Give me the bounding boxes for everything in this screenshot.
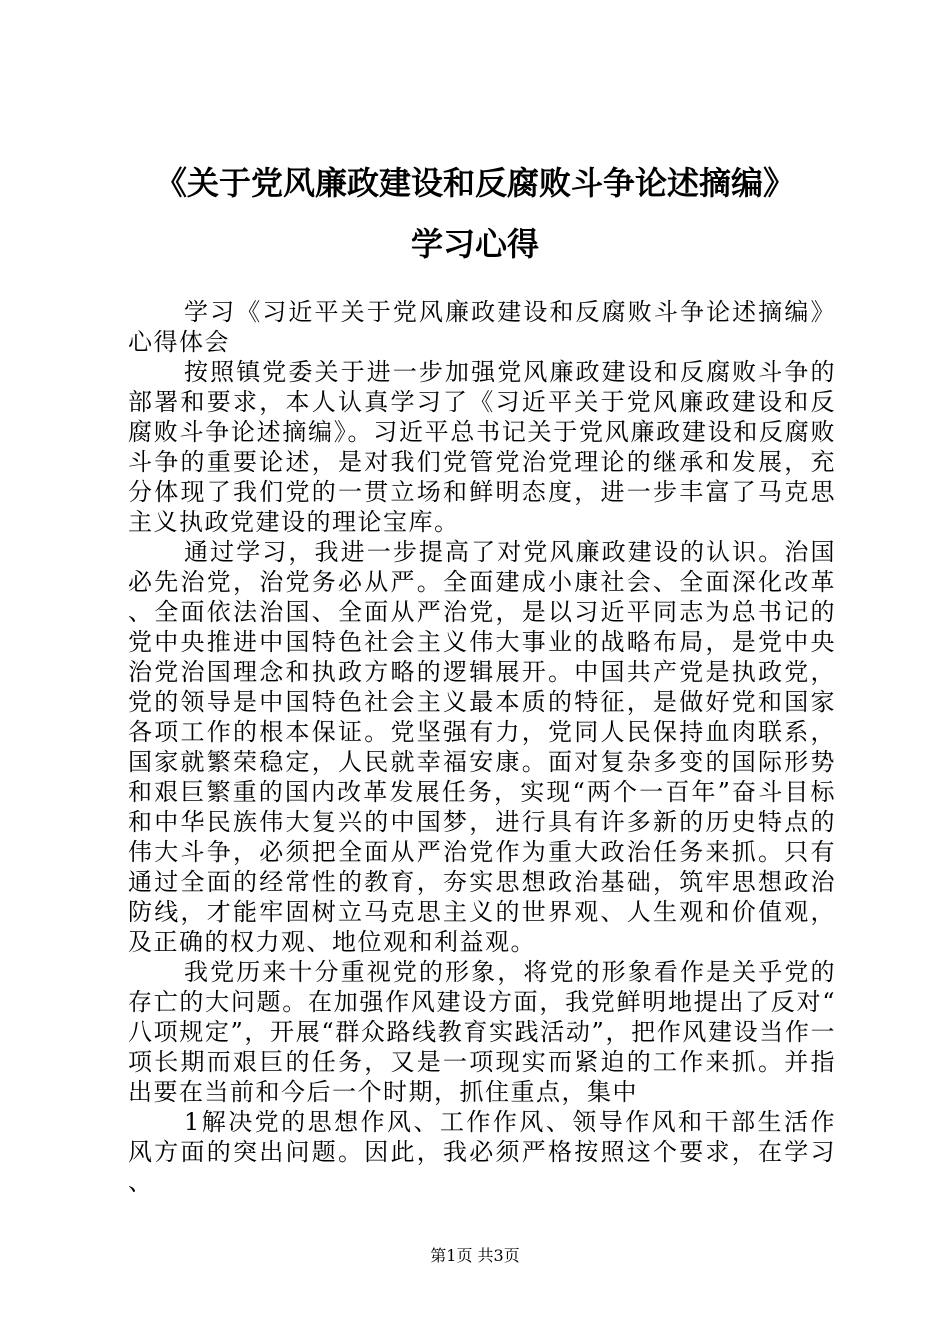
page-footer: 第1页 共3页	[430, 1246, 520, 1265]
document-title-line-1: 《关于党风廉政建设和反腐败斗争论述摘编》	[154, 164, 795, 202]
body-paragraph: 1解决党的思想作风、工作作风、领导作风和干部生活作风方面的突出问题。因此，我必须严格按照这个要求，在学习、	[128, 1108, 836, 1196]
body-paragraph: 按照镇党委关于进一步加强党风廉政建设和反腐败斗争的部署和要求，本人认真学习了《习近平关于党风廉政建设和反腐败斗争论述摘编》。习近平总书记关于党风廉政建设和反腐败斗争的重要论述，是对我们党管党治党理论的继承和发展，充分体现了我们党的一贯立场和鲜明态度，进一步丰富了马克思主义执政党建设的理论宝库。	[128, 358, 836, 536]
document-body	[128, 297, 836, 1197]
body-paragraph-heading: 学习《习近平关于党风廉政建设和反腐败斗争论述摘编》心得体会	[128, 298, 836, 356]
document-title-line-2: 学习心得	[410, 225, 539, 263]
body-paragraph: 我党历来十分重视党的形象，将党的形象看作是关乎党的存亡的大问题。在加强作风建设方面，我党鲜明地提出了反对“八项规定”，开展“群众路线教育实践活动”，把作风建设当作一项长期而艰巨的任务，又是一项现实而紧迫的工作来抓。并指出要在当前和今后一个时期，抓住重点，集中	[128, 958, 836, 1106]
body-paragraph: 通过学习，我进一步提高了对党风廉政建设的认识。治国必先治党，治党务必从严。全面建成小康社会、全面深化改革、全面依法治国、全面从严治党，是以习近平同志为总书记的党中央推进中国特色社会主义伟大事业的战略布局，是党中央治党治国理念和执政方略的逻辑展开。中国共产党是执政党，党的领导是中国特色社会主义最本质的特征，是做好党和国家各项工作的根本保证。党坚强有力，党同人民保持血肉联系，国家就繁荣稳定，人民就幸福安康。面对复杂多变的国际形势和艰巨繁重的国内改革发展任务，实现“两个一百年”奋斗目标和中华民族伟大复兴的中国梦，进行具有许多新的历史特点的伟大斗争，必须把全面从严治党作为重大政治任务来抓。只有通过全面的经常性的教育，夯实思想政治基础，筑牢思想政治防线，才能牢固树立马克思主义的世界观、人生观和价值观，及正确的权力观、地位观和利益观。	[128, 538, 836, 956]
